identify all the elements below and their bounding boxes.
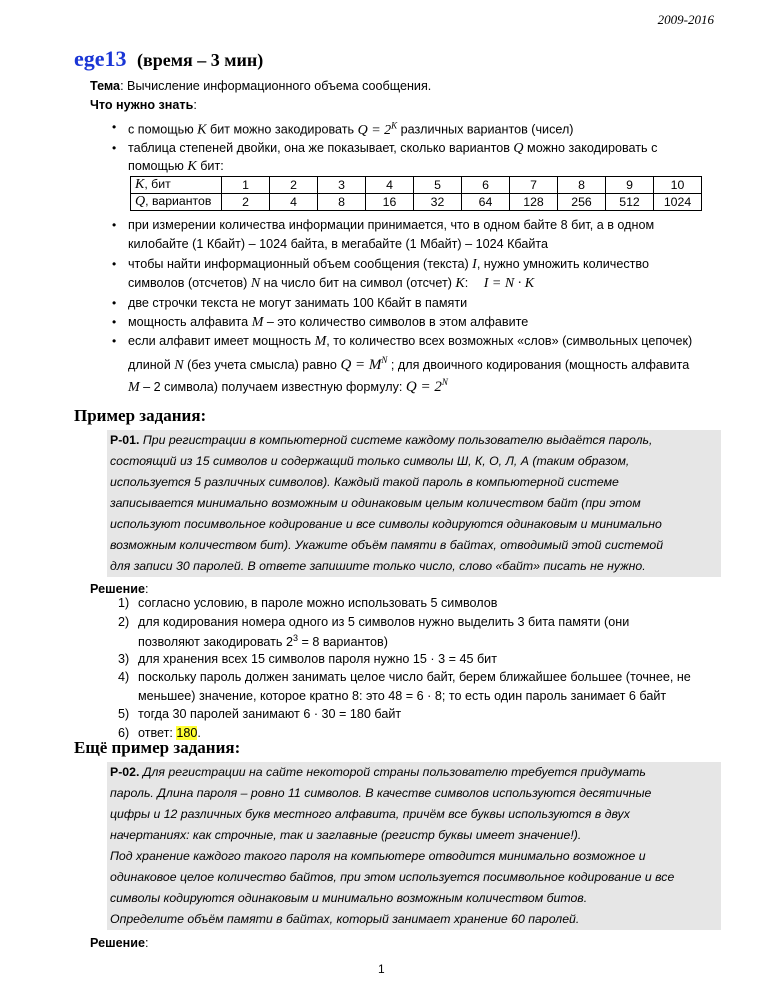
task-line-text: Для регистрации на сайте некоторой страны пользователю требуется придумать xyxy=(139,765,646,779)
row-label-q: Q, вариантов xyxy=(131,194,222,211)
solution-step xyxy=(118,615,630,629)
step-text: для хранения всех 15 символов пароля нужно 15 · 3 = 45 бит xyxy=(138,652,497,666)
solution-step xyxy=(118,707,402,721)
task-line xyxy=(107,451,721,472)
b2-pre: таблица степеней двойки, она же показывает, сколько вариантов xyxy=(128,141,510,155)
step-number: 1) xyxy=(118,596,130,610)
table-cell-k: 6 xyxy=(462,177,510,194)
b7-line2-post: ; для двоичного кодирования (мощность алфавита xyxy=(390,358,690,372)
bullet-2-cont xyxy=(128,159,224,175)
b7-line3-m: M xyxy=(128,380,140,395)
row-label-k: K, бит xyxy=(131,177,222,194)
solution1-label: Решение xyxy=(90,582,145,596)
task-line xyxy=(107,535,721,556)
b2-line2-post: бит: xyxy=(200,159,224,173)
b5-text: две строчки текста не могут занимать 100 Кбайт в памяти xyxy=(128,296,468,310)
know-label: Что нужно знать xyxy=(90,98,194,112)
power-table xyxy=(130,176,702,211)
b7-n: N xyxy=(174,358,184,373)
bullet-5 xyxy=(128,296,467,310)
step-text: меньшее) значение, которое кратно 8: это 48 = 6 · 8; то есть один пароль занимает 6 байт xyxy=(138,689,667,703)
solution2-label-line xyxy=(90,936,148,950)
task-line-text: состоящий из 15 символов и содержащий только символы Ш, К, О, Л, А (таким образом, xyxy=(110,454,630,468)
task-line-text: используют посимвольное кодирование и все символы кодируются одинаковым и минимально xyxy=(110,517,662,531)
example2-task xyxy=(107,762,721,930)
know-line xyxy=(90,98,197,112)
b1-post: различных вариантов (чисел) xyxy=(400,122,574,137)
step-text-rest: = 8 вариантов) xyxy=(298,635,388,650)
table-cell-q: 64 xyxy=(462,194,510,211)
task-line xyxy=(107,514,721,535)
task-line-text: начертаниях: как строчные, так и заглавные (регистр буквы имеет значение!). xyxy=(110,828,582,842)
task-line-text: Определите объём памяти в байтах, который занимает хранение 60 паролей. xyxy=(110,912,580,926)
table-cell-k: 7 xyxy=(510,177,558,194)
task-line-text: символы кодируются одинаковым и минимально возможным количеством битов. xyxy=(110,891,588,905)
table-cell-k: 1 xyxy=(222,177,270,194)
table-cell-q: 256 xyxy=(558,194,606,211)
b3-line1: при измерении количества информации принимается, что в одном байте 8 бит, а в одном xyxy=(128,218,655,232)
b1-pre: с помощью xyxy=(128,122,194,137)
step-text: для кодирования номера одного из 5 символов нужно выделить 3 бита памяти (они xyxy=(138,615,630,629)
step-number: 6) xyxy=(118,726,130,740)
table-cell-q: 1024 xyxy=(654,194,702,211)
b3-line2: килобайте (1 Кбайт) – 1024 байта, в мегабайте (1 Мбайт) – 1024 Кбайта xyxy=(128,237,549,251)
task-line-text: для записи 30 паролей. В ответе запишите только число, слово «байт» писать не нужно. xyxy=(110,559,646,573)
step-text: тогда 30 паролей занимают 6 · 30 = 180 байт xyxy=(138,707,402,721)
b7-m: M xyxy=(314,334,327,349)
bullet-2 xyxy=(128,141,657,157)
answer-dot: . xyxy=(197,726,201,740)
table-cell-k: 8 xyxy=(558,177,606,194)
task-line-text: возможным количеством бит). Укажите объём памяти в байтах, отводимый этой системой xyxy=(110,538,664,552)
b2-line2-pre: помощью xyxy=(128,159,184,173)
solution1-colon: : xyxy=(144,582,149,596)
table-cell-q: 4 xyxy=(270,194,318,211)
b2-q: Q xyxy=(513,141,524,156)
b6-pre: мощность алфавита xyxy=(128,315,249,329)
topic-line xyxy=(90,79,431,93)
step-text: позволяют закодировать 2 xyxy=(138,635,293,650)
task-line xyxy=(107,556,721,577)
solution2-colon: : xyxy=(144,936,149,950)
answer-highlight: 180 xyxy=(176,726,198,740)
task-line-text: используется 5 различных символов). Каждый такой пароль в компьютерной системе xyxy=(110,475,619,489)
bullet-6 xyxy=(128,315,528,331)
table-cell-q: 16 xyxy=(366,194,414,211)
bullet-1 xyxy=(128,120,574,139)
b2-post: можно закодировать с xyxy=(527,141,658,155)
step-number: 5) xyxy=(118,707,130,721)
step-text: согласно условию, в пароле можно использовать 5 символов xyxy=(138,596,498,610)
task-line-text: Под хранение каждого такого пароля на компьютере отводится минимально возможное и xyxy=(110,849,646,863)
b4-n: N xyxy=(250,276,261,291)
title-code: ege13 xyxy=(74,46,127,71)
solution-step xyxy=(138,689,666,703)
table-cell-q: 512 xyxy=(606,194,654,211)
example2-heading: Ещё пример задания: xyxy=(74,738,241,757)
b4-k: K xyxy=(455,276,465,291)
task-id: Р-02. xyxy=(110,765,140,779)
b2-line2-k: K xyxy=(187,159,197,174)
task-line xyxy=(107,762,721,783)
b1-k: K xyxy=(197,122,207,138)
task-line xyxy=(107,909,721,930)
table-cell-k: 5 xyxy=(414,177,462,194)
table-cell-k: 4 xyxy=(366,177,414,194)
bullet-7-cont2 xyxy=(128,377,448,396)
b6-post: – это количество символов в этом алфавите xyxy=(263,315,529,329)
step-text: ответ: xyxy=(138,726,177,740)
bullet-7-cont xyxy=(128,355,689,374)
table-row xyxy=(131,194,702,211)
step-number: 2) xyxy=(118,615,130,629)
b4-colon: : xyxy=(464,276,469,290)
task-line xyxy=(107,867,721,888)
solution2-label: Решение xyxy=(90,936,145,950)
task-line xyxy=(107,493,721,514)
b1-formula: $Q = 2^K$ xyxy=(357,120,398,138)
step-text: поскольку пароль должен занимать целое число байт, берем ближайшее большее (точнее, не xyxy=(138,670,691,684)
topic-label: Тема xyxy=(90,79,121,93)
task-line-text: одинаковое целое количество байтов, при этом используется посимвольное кодирование и все xyxy=(110,870,675,884)
page-number: 1 xyxy=(378,962,385,976)
b4-line2-mid: на число бит на символ (отсчет) xyxy=(263,276,452,290)
task-line xyxy=(107,804,721,825)
example1-heading: Пример задания: xyxy=(74,406,207,425)
bullet-4-cont xyxy=(128,276,534,292)
table-cell-k: 2 xyxy=(270,177,318,194)
b4-pre: чтобы найти информационный объем сообщения (текста) xyxy=(128,257,469,271)
b7-post: , то количество всех возможных «слов» (символьных цепочек) xyxy=(326,334,693,348)
bullet-7 xyxy=(128,334,692,350)
table-row xyxy=(131,177,702,194)
b4-formula: I = N · K xyxy=(483,276,535,291)
b7-line2-pre: длиной xyxy=(128,358,171,372)
task-line xyxy=(107,888,721,909)
b7-pre: если алфавит имеет мощность xyxy=(128,334,312,348)
table-cell-q: 2 xyxy=(222,194,270,211)
b7-line2-mid: (без учета смысла) равно xyxy=(187,358,337,372)
task-line xyxy=(107,846,721,867)
task-line xyxy=(107,472,721,493)
step-superscript: 3 xyxy=(293,633,299,643)
bullet-3 xyxy=(128,218,654,232)
table-cell-k: 9 xyxy=(606,177,654,194)
task-line-text: При регистрации в компьютерной системе каждому пользователю выдаётся пароль, xyxy=(139,433,653,447)
step-number: 4) xyxy=(118,670,130,684)
table-cell-k: 10 xyxy=(654,177,702,194)
task-line xyxy=(107,825,721,846)
task-line-text: цифры и 12 различных букв местного алфавита, причём все буквы используются в двух xyxy=(110,807,630,821)
task-line xyxy=(107,783,721,804)
b7-line3-pre: – 2 символа) получаем известную формулу: xyxy=(139,380,403,394)
table-cell-k: 3 xyxy=(318,177,366,194)
header-years: 2009-2016 xyxy=(657,12,714,27)
example1-task xyxy=(107,430,721,577)
solution-step xyxy=(118,652,497,666)
solution-step xyxy=(118,596,498,610)
bullet-3-cont xyxy=(128,237,548,251)
solution-step xyxy=(118,670,691,684)
page-title xyxy=(74,46,263,72)
task-line-text: записывается минимально возможным и одинаковым целым количеством байт (при этом xyxy=(110,496,641,510)
step-number: 3) xyxy=(118,652,130,666)
task-id: Р-01. xyxy=(110,433,140,447)
task-line-text: пароль. Длина пароля – ровно 11 символов. В качестве символов используются десятичные xyxy=(110,786,652,800)
task-line xyxy=(107,430,721,451)
solution-step xyxy=(138,633,388,649)
b7-formula: $Q = M^N$ xyxy=(340,355,388,373)
b4-post: , нужно умножить количество xyxy=(476,257,649,271)
b6-m: M xyxy=(251,315,264,330)
bullet-4 xyxy=(128,257,649,273)
solution1-label-line xyxy=(90,582,148,596)
table-cell-q: 8 xyxy=(318,194,366,211)
b4-i: I xyxy=(472,257,477,272)
know-colon: : xyxy=(193,98,197,112)
title-time: (время – 3 мин) xyxy=(136,50,264,70)
b4-line2-pre: символов (отсчетов) xyxy=(128,276,248,290)
b1-mid: бит можно закодировать xyxy=(210,122,355,137)
topic-text: : Вычисление информационного объема сообщения. xyxy=(120,79,432,93)
b7-formula2: $Q = 2^N$ xyxy=(405,377,448,395)
table-cell-q: 32 xyxy=(414,194,462,211)
table-cell-q: 128 xyxy=(510,194,558,211)
